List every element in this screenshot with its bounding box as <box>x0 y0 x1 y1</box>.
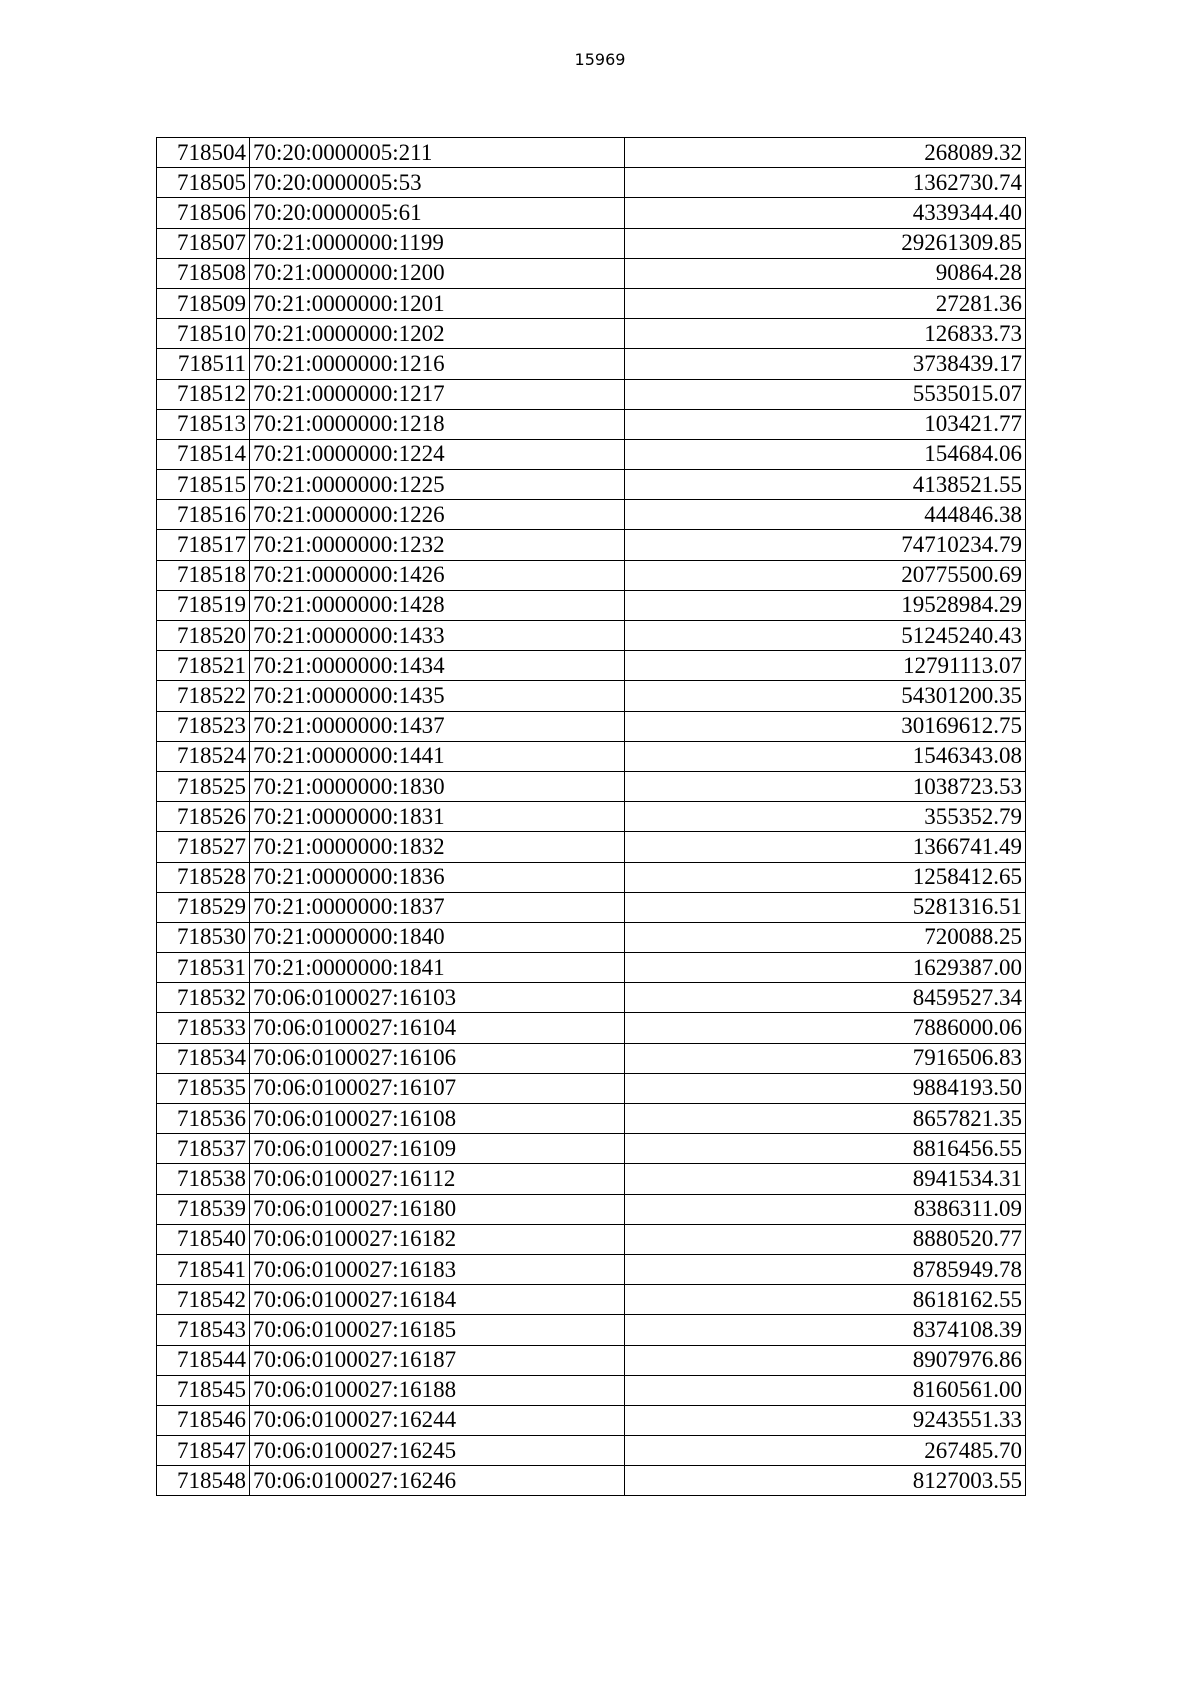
cadastral-number-cell: 70:20:0000005:211 <box>250 138 625 168</box>
row-number-cell: 718541 <box>157 1254 250 1284</box>
row-number-cell: 718531 <box>157 953 250 983</box>
cadastral-number-cell: 70:21:0000000:1202 <box>250 319 625 349</box>
cadastral-number-cell: 70:21:0000000:1837 <box>250 892 625 922</box>
row-number-cell: 718518 <box>157 560 250 590</box>
row-number-cell: 718530 <box>157 922 250 952</box>
table-row <box>157 621 1026 651</box>
table-row <box>157 651 1026 681</box>
cadastral-number-cell: 70:21:0000000:1836 <box>250 862 625 892</box>
table-row <box>157 1164 1026 1194</box>
cadastral-number-cell: 70:06:0100027:16188 <box>250 1375 625 1405</box>
cadastral-number-cell: 70:06:0100027:16109 <box>250 1134 625 1164</box>
row-number-cell: 718542 <box>157 1285 250 1315</box>
row-number-cell: 718538 <box>157 1164 250 1194</box>
value-cell: 720088.25 <box>625 922 1026 952</box>
value-cell: 90864.28 <box>625 258 1026 288</box>
value-cell: 1546343.08 <box>625 741 1026 771</box>
row-number-cell: 718526 <box>157 802 250 832</box>
registry-table <box>156 137 1026 1496</box>
value-cell: 8657821.35 <box>625 1104 1026 1134</box>
value-cell: 20775500.69 <box>625 560 1026 590</box>
registry-table-body <box>157 138 1026 1496</box>
cadastral-number-cell: 70:21:0000000:1434 <box>250 651 625 681</box>
table-row <box>157 1315 1026 1345</box>
table-row <box>157 319 1026 349</box>
row-number-cell: 718517 <box>157 530 250 560</box>
table-row <box>157 741 1026 771</box>
row-number-cell: 718505 <box>157 168 250 198</box>
row-number-cell: 718529 <box>157 892 250 922</box>
cadastral-number-cell: 70:06:0100027:16106 <box>250 1043 625 1073</box>
table-row <box>157 349 1026 379</box>
table-row <box>157 470 1026 500</box>
table-row <box>157 228 1026 258</box>
value-cell: 19528984.29 <box>625 590 1026 620</box>
value-cell: 1258412.65 <box>625 862 1026 892</box>
row-number-cell: 718513 <box>157 409 250 439</box>
row-number-cell: 718523 <box>157 711 250 741</box>
row-number-cell: 718522 <box>157 681 250 711</box>
cadastral-number-cell: 70:21:0000000:1832 <box>250 832 625 862</box>
table-row <box>157 590 1026 620</box>
table-row <box>157 530 1026 560</box>
row-number-cell: 718532 <box>157 983 250 1013</box>
cadastral-number-cell: 70:21:0000000:1428 <box>250 590 625 620</box>
cadastral-number-cell: 70:06:0100027:16180 <box>250 1194 625 1224</box>
cadastral-number-cell: 70:06:0100027:16107 <box>250 1073 625 1103</box>
row-number-cell: 718536 <box>157 1104 250 1134</box>
table-row <box>157 1285 1026 1315</box>
value-cell: 8907976.86 <box>625 1345 1026 1375</box>
value-cell: 103421.77 <box>625 409 1026 439</box>
cadastral-number-cell: 70:06:0100027:16246 <box>250 1466 625 1496</box>
table-row <box>157 1043 1026 1073</box>
table-row <box>157 1134 1026 1164</box>
row-number-cell: 718520 <box>157 621 250 651</box>
table-row <box>157 1466 1026 1496</box>
table-row <box>157 1013 1026 1043</box>
cadastral-number-cell: 70:21:0000000:1437 <box>250 711 625 741</box>
cadastral-number-cell: 70:21:0000000:1433 <box>250 621 625 651</box>
table-row <box>157 439 1026 469</box>
cadastral-number-cell: 70:21:0000000:1226 <box>250 500 625 530</box>
table-row <box>157 258 1026 288</box>
row-number-cell: 718510 <box>157 319 250 349</box>
value-cell: 9243551.33 <box>625 1405 1026 1435</box>
table-row <box>157 560 1026 590</box>
table-row <box>157 500 1026 530</box>
cadastral-number-cell: 70:06:0100027:16104 <box>250 1013 625 1043</box>
row-number-cell: 718525 <box>157 771 250 801</box>
value-cell: 7886000.06 <box>625 1013 1026 1043</box>
row-number-cell: 718516 <box>157 500 250 530</box>
table-row <box>157 802 1026 832</box>
row-number-cell: 718546 <box>157 1405 250 1435</box>
cadastral-number-cell: 70:21:0000000:1232 <box>250 530 625 560</box>
value-cell: 29261309.85 <box>625 228 1026 258</box>
value-cell: 8880520.77 <box>625 1224 1026 1254</box>
cadastral-number-cell: 70:06:0100027:16103 <box>250 983 625 1013</box>
row-number-cell: 718537 <box>157 1134 250 1164</box>
value-cell: 8160561.00 <box>625 1375 1026 1405</box>
cadastral-number-cell: 70:21:0000000:1199 <box>250 228 625 258</box>
cadastral-number-cell: 70:21:0000000:1841 <box>250 953 625 983</box>
row-number-cell: 718547 <box>157 1436 250 1466</box>
table-row <box>157 983 1026 1013</box>
table-row <box>157 138 1026 168</box>
cadastral-number-cell: 70:06:0100027:16245 <box>250 1436 625 1466</box>
page-number: 15969 <box>574 50 626 69</box>
value-cell: 154684.06 <box>625 439 1026 469</box>
table-row <box>157 168 1026 198</box>
table-row <box>157 409 1026 439</box>
value-cell: 30169612.75 <box>625 711 1026 741</box>
cadastral-number-cell: 70:21:0000000:1224 <box>250 439 625 469</box>
row-number-cell: 718508 <box>157 258 250 288</box>
row-number-cell: 718507 <box>157 228 250 258</box>
value-cell: 3738439.17 <box>625 349 1026 379</box>
value-cell: 12791113.07 <box>625 651 1026 681</box>
table-row <box>157 379 1026 409</box>
cadastral-number-cell: 70:21:0000000:1426 <box>250 560 625 590</box>
cadastral-number-cell: 70:06:0100027:16187 <box>250 1345 625 1375</box>
value-cell: 1362730.74 <box>625 168 1026 198</box>
table-row <box>157 862 1026 892</box>
table-row <box>157 922 1026 952</box>
row-number-cell: 718514 <box>157 439 250 469</box>
row-number-cell: 718504 <box>157 138 250 168</box>
cadastral-number-cell: 70:06:0100027:16108 <box>250 1104 625 1134</box>
row-number-cell: 718512 <box>157 379 250 409</box>
table-row <box>157 1224 1026 1254</box>
value-cell: 54301200.35 <box>625 681 1026 711</box>
value-cell: 5535015.07 <box>625 379 1026 409</box>
cadastral-number-cell: 70:21:0000000:1217 <box>250 379 625 409</box>
cadastral-number-cell: 70:21:0000000:1218 <box>250 409 625 439</box>
row-number-cell: 718548 <box>157 1466 250 1496</box>
table-row <box>157 771 1026 801</box>
row-number-cell: 718528 <box>157 862 250 892</box>
value-cell: 8816456.55 <box>625 1134 1026 1164</box>
cadastral-number-cell: 70:21:0000000:1225 <box>250 470 625 500</box>
value-cell: 8785949.78 <box>625 1254 1026 1284</box>
cadastral-number-cell: 70:06:0100027:16183 <box>250 1254 625 1284</box>
row-number-cell: 718543 <box>157 1315 250 1345</box>
value-cell: 7916506.83 <box>625 1043 1026 1073</box>
row-number-cell: 718533 <box>157 1013 250 1043</box>
value-cell: 267485.70 <box>625 1436 1026 1466</box>
value-cell: 74710234.79 <box>625 530 1026 560</box>
row-number-cell: 718545 <box>157 1375 250 1405</box>
table-row <box>157 1104 1026 1134</box>
cadastral-number-cell: 70:21:0000000:1840 <box>250 922 625 952</box>
row-number-cell: 718527 <box>157 832 250 862</box>
value-cell: 27281.36 <box>625 288 1026 318</box>
cadastral-number-cell: 70:20:0000005:53 <box>250 168 625 198</box>
value-cell: 4138521.55 <box>625 470 1026 500</box>
table-row <box>157 1375 1026 1405</box>
value-cell: 355352.79 <box>625 802 1026 832</box>
value-cell: 1629387.00 <box>625 953 1026 983</box>
value-cell: 8459527.34 <box>625 983 1026 1013</box>
table-row <box>157 953 1026 983</box>
table-row <box>157 1436 1026 1466</box>
row-number-cell: 718519 <box>157 590 250 620</box>
value-cell: 444846.38 <box>625 500 1026 530</box>
cadastral-number-cell: 70:21:0000000:1831 <box>250 802 625 832</box>
cadastral-number-cell: 70:21:0000000:1441 <box>250 741 625 771</box>
cadastral-number-cell: 70:21:0000000:1216 <box>250 349 625 379</box>
row-number-cell: 718511 <box>157 349 250 379</box>
cadastral-number-cell: 70:20:0000005:61 <box>250 198 625 228</box>
value-cell: 1366741.49 <box>625 832 1026 862</box>
row-number-cell: 718539 <box>157 1194 250 1224</box>
table-row <box>157 1405 1026 1435</box>
value-cell: 268089.32 <box>625 138 1026 168</box>
row-number-cell: 718521 <box>157 651 250 681</box>
value-cell: 126833.73 <box>625 319 1026 349</box>
row-number-cell: 718534 <box>157 1043 250 1073</box>
row-number-cell: 718515 <box>157 470 250 500</box>
value-cell: 4339344.40 <box>625 198 1026 228</box>
table-row <box>157 832 1026 862</box>
cadastral-number-cell: 70:21:0000000:1200 <box>250 258 625 288</box>
table-row <box>157 1254 1026 1284</box>
value-cell: 51245240.43 <box>625 621 1026 651</box>
value-cell: 8127003.55 <box>625 1466 1026 1496</box>
value-cell: 8386311.09 <box>625 1194 1026 1224</box>
table-row <box>157 681 1026 711</box>
cadastral-number-cell: 70:06:0100027:16182 <box>250 1224 625 1254</box>
table-row <box>157 892 1026 922</box>
table-row <box>157 1345 1026 1375</box>
table-row <box>157 198 1026 228</box>
value-cell: 9884193.50 <box>625 1073 1026 1103</box>
table-row <box>157 288 1026 318</box>
value-cell: 5281316.51 <box>625 892 1026 922</box>
table-row <box>157 1194 1026 1224</box>
cadastral-number-cell: 70:21:0000000:1830 <box>250 771 625 801</box>
cadastral-number-cell: 70:06:0100027:16184 <box>250 1285 625 1315</box>
table-row <box>157 711 1026 741</box>
value-cell: 8941534.31 <box>625 1164 1026 1194</box>
cadastral-number-cell: 70:21:0000000:1435 <box>250 681 625 711</box>
cadastral-number-cell: 70:06:0100027:16244 <box>250 1405 625 1435</box>
row-number-cell: 718524 <box>157 741 250 771</box>
cadastral-number-cell: 70:06:0100027:16112 <box>250 1164 625 1194</box>
row-number-cell: 718509 <box>157 288 250 318</box>
table-row <box>157 1073 1026 1103</box>
value-cell: 8618162.55 <box>625 1285 1026 1315</box>
row-number-cell: 718544 <box>157 1345 250 1375</box>
cadastral-number-cell: 70:06:0100027:16185 <box>250 1315 625 1345</box>
row-number-cell: 718535 <box>157 1073 250 1103</box>
value-cell: 8374108.39 <box>625 1315 1026 1345</box>
row-number-cell: 718506 <box>157 198 250 228</box>
value-cell: 1038723.53 <box>625 771 1026 801</box>
cadastral-number-cell: 70:21:0000000:1201 <box>250 288 625 318</box>
row-number-cell: 718540 <box>157 1224 250 1254</box>
